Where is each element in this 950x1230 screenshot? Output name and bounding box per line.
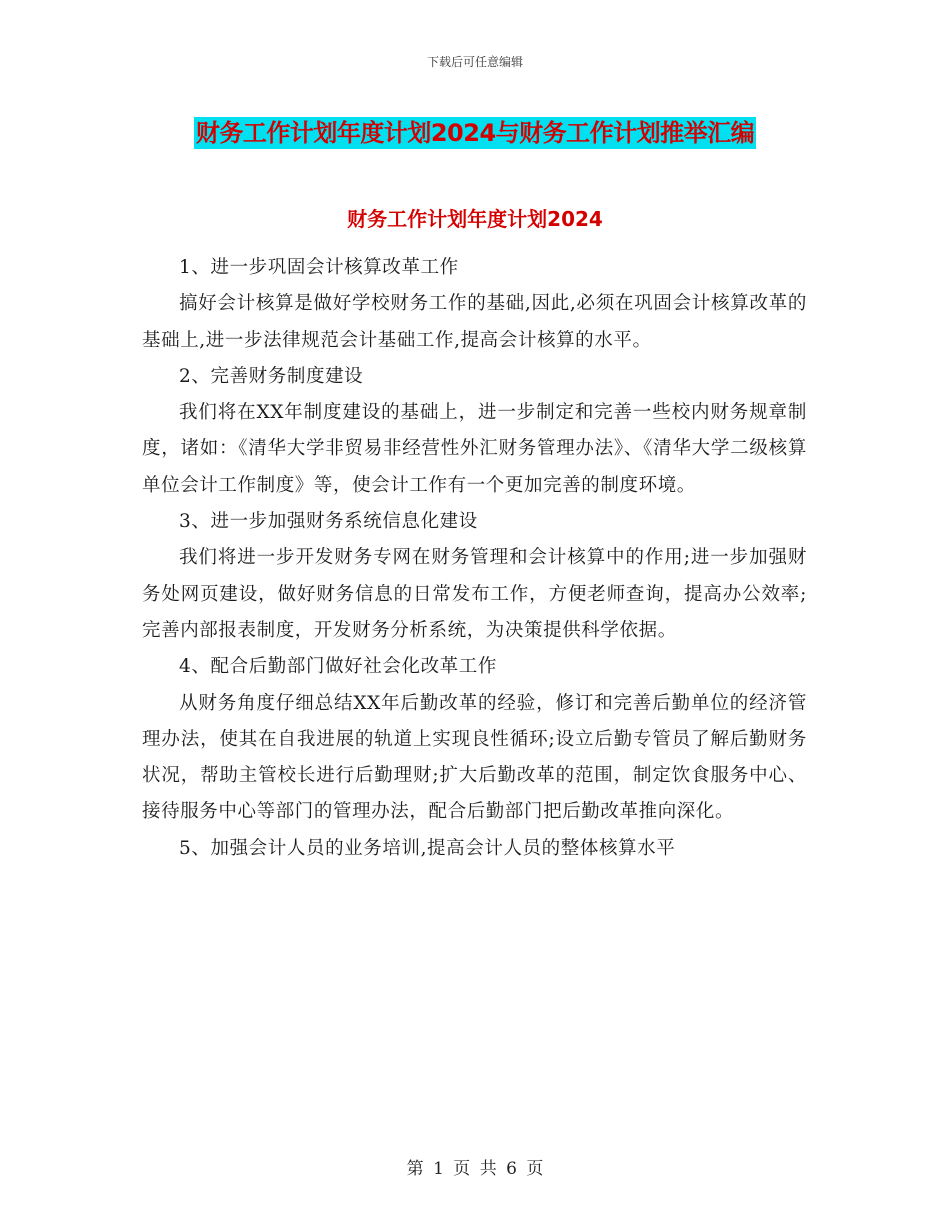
section-heading-4: 4、配合后勤部门做好社会化改革工作: [179, 656, 497, 678]
section-heading-5: 5、加强会计人员的业务培训,提高会计人员的整体核算水平: [179, 837, 676, 859]
document-title: [0, 113, 950, 148]
section-heading-1: 1、进一步巩固会计核算改革工作: [179, 257, 459, 278]
section-body-1: 搞好会计核算是做好学校财务工作的基础,因此,必须在巩固会计核算改革的基础上,进一步法律规范会计基础工作,提高会计核算的水平。: [142, 293, 807, 351]
section-heading-2: 2、完善财务制度建设: [179, 365, 364, 387]
header-note: 下载后可任意编辑: [426, 55, 523, 69]
section-body-3: 我们将进一步开发财务专网在财务管理和会计核算中的作用;进一步加强财务处网页建设，做好财务信息的日常发布工作，方便老师查询，提高办公效率;完善内部报表制度，开发财务分析系统，为决策提供科学依据。: [142, 547, 807, 641]
page-number: 第 1 页 共 6 页: [406, 1159, 544, 1179]
section-body-2: 我们将在XX年制度建设的基础上，进一步制定和完善一些校内财务规章制度，诸如：《清华大学非贸易非经营性外汇财务管理办法》、《清华大学二级核算单位会计工作制度》等，使会计工作有一个更加完善的制度环境。: [142, 402, 807, 496]
document-body: [142, 250, 807, 867]
section-title: 财务工作计划年度计划2024: [347, 207, 603, 231]
section-body-4: 从财务角度仔细总结XX年后勤改革的经验，修订和完善后勤单位的经济管理办法，使其在自我进展的轨道上实现良性循环;设立后勤专管员了解后勤财务状况，帮助主管校长进行后勤理财;扩大后勤改革的范围，制定饮食服务中心、接待服务中心等部门的管理办法，配合后勤部门把后勤改革推向深化。: [142, 692, 807, 823]
section-heading-3: 3、进一步加强财务系统信息化建设: [179, 511, 478, 533]
document-title-text: 财务工作计划年度计划2024与财务工作计划推举汇编: [195, 119, 755, 147]
